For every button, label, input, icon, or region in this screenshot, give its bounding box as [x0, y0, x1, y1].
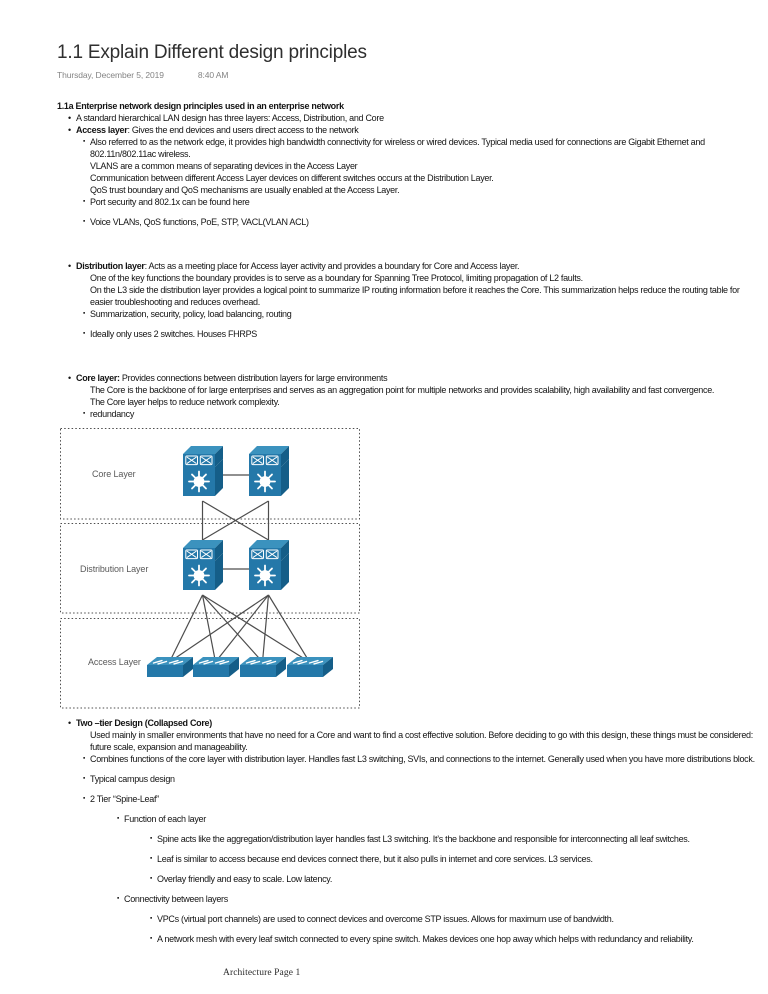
note-line: [57, 196, 757, 208]
square-bullet-icon: ▪: [83, 755, 86, 762]
note-line: [57, 172, 757, 184]
note-text: 2 Tier “Spine-Leaf”: [90, 794, 159, 804]
note-text: Summarization, security, policy, load balancing, routing: [90, 309, 292, 319]
note-text: A network mesh with every leaf switch connected to every spine switch. Makes devices one hop away which helps with redundancy and reliability.: [157, 934, 694, 944]
round-bullet-icon: •: [68, 261, 71, 271]
note-text: Used mainly in smaller environments that have no need for a Core and want to find a cost effective solution. Before deciding to go with this design, these things must be considered: future scale, expansion and manageability.: [90, 730, 753, 752]
note-text: Connectivity between layers: [124, 894, 228, 904]
note-text: On the L3 side the distribution layer provides a logical point to summarize IP routing information before it reaches the Core. This summarization helps reduce the routing table for easier troubleshooting and reduces overhead.: [90, 285, 740, 307]
access-switch-icon: [147, 657, 193, 677]
note-line: [57, 328, 757, 340]
note-text: Voice VLANs, QoS functions, PoE, STP, VACL(VLAN ACL): [90, 217, 309, 227]
square-bullet-icon: ▪: [150, 875, 153, 882]
square-bullet-icon: ▪: [83, 775, 86, 782]
note-text: Core layer: Provides connections between distribution layers for large environments: [76, 373, 388, 383]
note-text: Distribution layer: Acts as a meeting place for Access layer activity and provides a boundary for Core and Access layer.: [76, 261, 520, 271]
multilayer-switch-icon: [183, 446, 223, 496]
note-text: One of the key functions the boundary provides is to serve as a boundary for Spanning Tree Protocol, limiting propagation of L2 faults.: [90, 273, 583, 283]
square-bullet-icon: ▪: [117, 895, 120, 902]
multilayer-switch-icon: [249, 446, 289, 496]
square-bullet-icon: ▪: [150, 915, 153, 922]
square-bullet-icon: ▪: [117, 815, 120, 822]
note-text: Port security and 802.1x can be found here: [90, 197, 250, 207]
note-text: Typical campus design: [90, 774, 175, 784]
note-line: [57, 384, 757, 396]
square-bullet-icon: ▪: [150, 855, 153, 862]
round-bullet-icon: •: [68, 373, 71, 383]
access-switch-icon: [193, 657, 239, 677]
note-line: [57, 272, 757, 284]
note-text: 1.1a Enterprise network design principles used in an enterprise network: [57, 101, 344, 111]
square-bullet-icon: ▪: [150, 935, 153, 942]
note-text: Access layer: Gives the end devices and users direct access to the network: [76, 125, 359, 135]
note-text: The Core is the backbone of for large enterprises and serves as an aggregation point for multiple networks and provides scalability, high availability and fast convergence.: [90, 385, 715, 395]
square-bullet-icon: ▪: [83, 198, 86, 205]
round-bullet-icon: •: [68, 125, 71, 135]
note-text: Also referred to as the network edge, it provides high bandwidth connectivity for wireless or wired devices. Typical media used for connections are Gigabit Ethernet and 802.11n/802.11ac wireless.: [90, 137, 705, 159]
note-body-top: [57, 100, 757, 420]
note-text: A standard hierarchical LAN design has three layers: Access, Distribution, and Core: [76, 113, 384, 123]
note-line: [57, 408, 757, 420]
note-text: redundancy: [90, 409, 135, 419]
square-bullet-icon: ▪: [83, 310, 86, 317]
note-text: Communication between different Access Layer devices on different switches occurs at the Distribution Layer.: [90, 173, 494, 183]
multilayer-switch-icon: [249, 540, 289, 590]
note-text: Leaf is similar to access because end devices connect there, but it also pulls in internet and core services. L3 services.: [157, 854, 593, 864]
note-line: [57, 793, 757, 805]
square-bullet-icon: ▪: [83, 410, 86, 417]
page-footer: Architecture Page 1: [223, 968, 301, 978]
note-text: Two –tier Design (Collapsed Core): [76, 718, 212, 728]
note-line: [57, 160, 757, 172]
note-text: Overlay friendly and easy to scale. Low latency.: [157, 874, 333, 884]
access-switch-icon: [287, 657, 333, 677]
note-line: [57, 813, 757, 825]
note-line: [57, 136, 757, 160]
note-line: [57, 853, 757, 865]
note-line: [57, 396, 757, 408]
core-layer-label: Core Layer: [92, 469, 136, 479]
page-time: 8:40 AM: [197, 70, 229, 80]
note-text: Spine acts like the aggregation/distribution layer handles fast L3 switching. It’s the backbone and responsible for interconnecting all leaf switches.: [157, 834, 690, 844]
note-line: [57, 913, 757, 925]
note-line: [57, 124, 757, 136]
note-body-bottom: [57, 717, 757, 945]
note-text: VPCs (virtual port channels) are used to connect devices and overcome STP issues. Allows for maximum use of bandwidth.: [157, 914, 614, 924]
note-line: [57, 100, 757, 112]
note-line: [57, 184, 757, 196]
distribution-layer-label: Distribution Layer: [80, 564, 149, 574]
note-line: [57, 773, 757, 785]
page-header: [57, 42, 757, 80]
note-text: Ideally only uses 2 switches. Houses FHRPS: [90, 329, 257, 339]
note-text: Function of each layer: [124, 814, 206, 824]
note-line: [57, 933, 757, 945]
square-bullet-icon: ▪: [150, 835, 153, 842]
note-text: QoS trust boundary and QoS mechanisms are usually enabled at the Access Layer.: [90, 185, 400, 195]
note-line: [57, 833, 757, 845]
note-line: [57, 216, 757, 228]
square-bullet-icon: ▪: [83, 218, 86, 225]
network-topology-diagram: [60, 428, 360, 709]
note-line: [57, 873, 757, 885]
note-line: [57, 372, 757, 384]
square-bullet-icon: ▪: [83, 138, 86, 145]
note-body[interactable]: [57, 100, 757, 945]
multilayer-switch-icon: [183, 540, 223, 590]
round-bullet-icon: •: [68, 113, 71, 123]
note-line: [57, 112, 757, 124]
page-title: 1.1 Explain Different design principles: [57, 42, 367, 63]
note-line: [57, 308, 757, 320]
note-line: [57, 284, 757, 308]
note-line: [57, 729, 757, 753]
square-bullet-icon: ▪: [83, 330, 86, 337]
access-switch-icon: [240, 657, 286, 677]
access-layer-label: Access Layer: [88, 657, 141, 667]
note-line: [57, 717, 757, 729]
note-text: Combines functions of the core layer with distribution layer. Handles fast L3 switching, SVIs, and connections to the internet. Generally used when you have more distributions block.: [90, 754, 755, 764]
note-text: The Core layer helps to reduce network complexity.: [90, 397, 280, 407]
note-line: [57, 753, 757, 765]
note-text: VLANS are a common means of separating devices in the Access Layer: [90, 161, 358, 171]
note-line: [57, 893, 757, 905]
page-meta: [57, 70, 757, 80]
page-date: Thursday, December 5, 2019: [57, 70, 164, 80]
note-line: [57, 260, 757, 272]
square-bullet-icon: ▪: [83, 795, 86, 802]
round-bullet-icon: •: [68, 718, 71, 728]
